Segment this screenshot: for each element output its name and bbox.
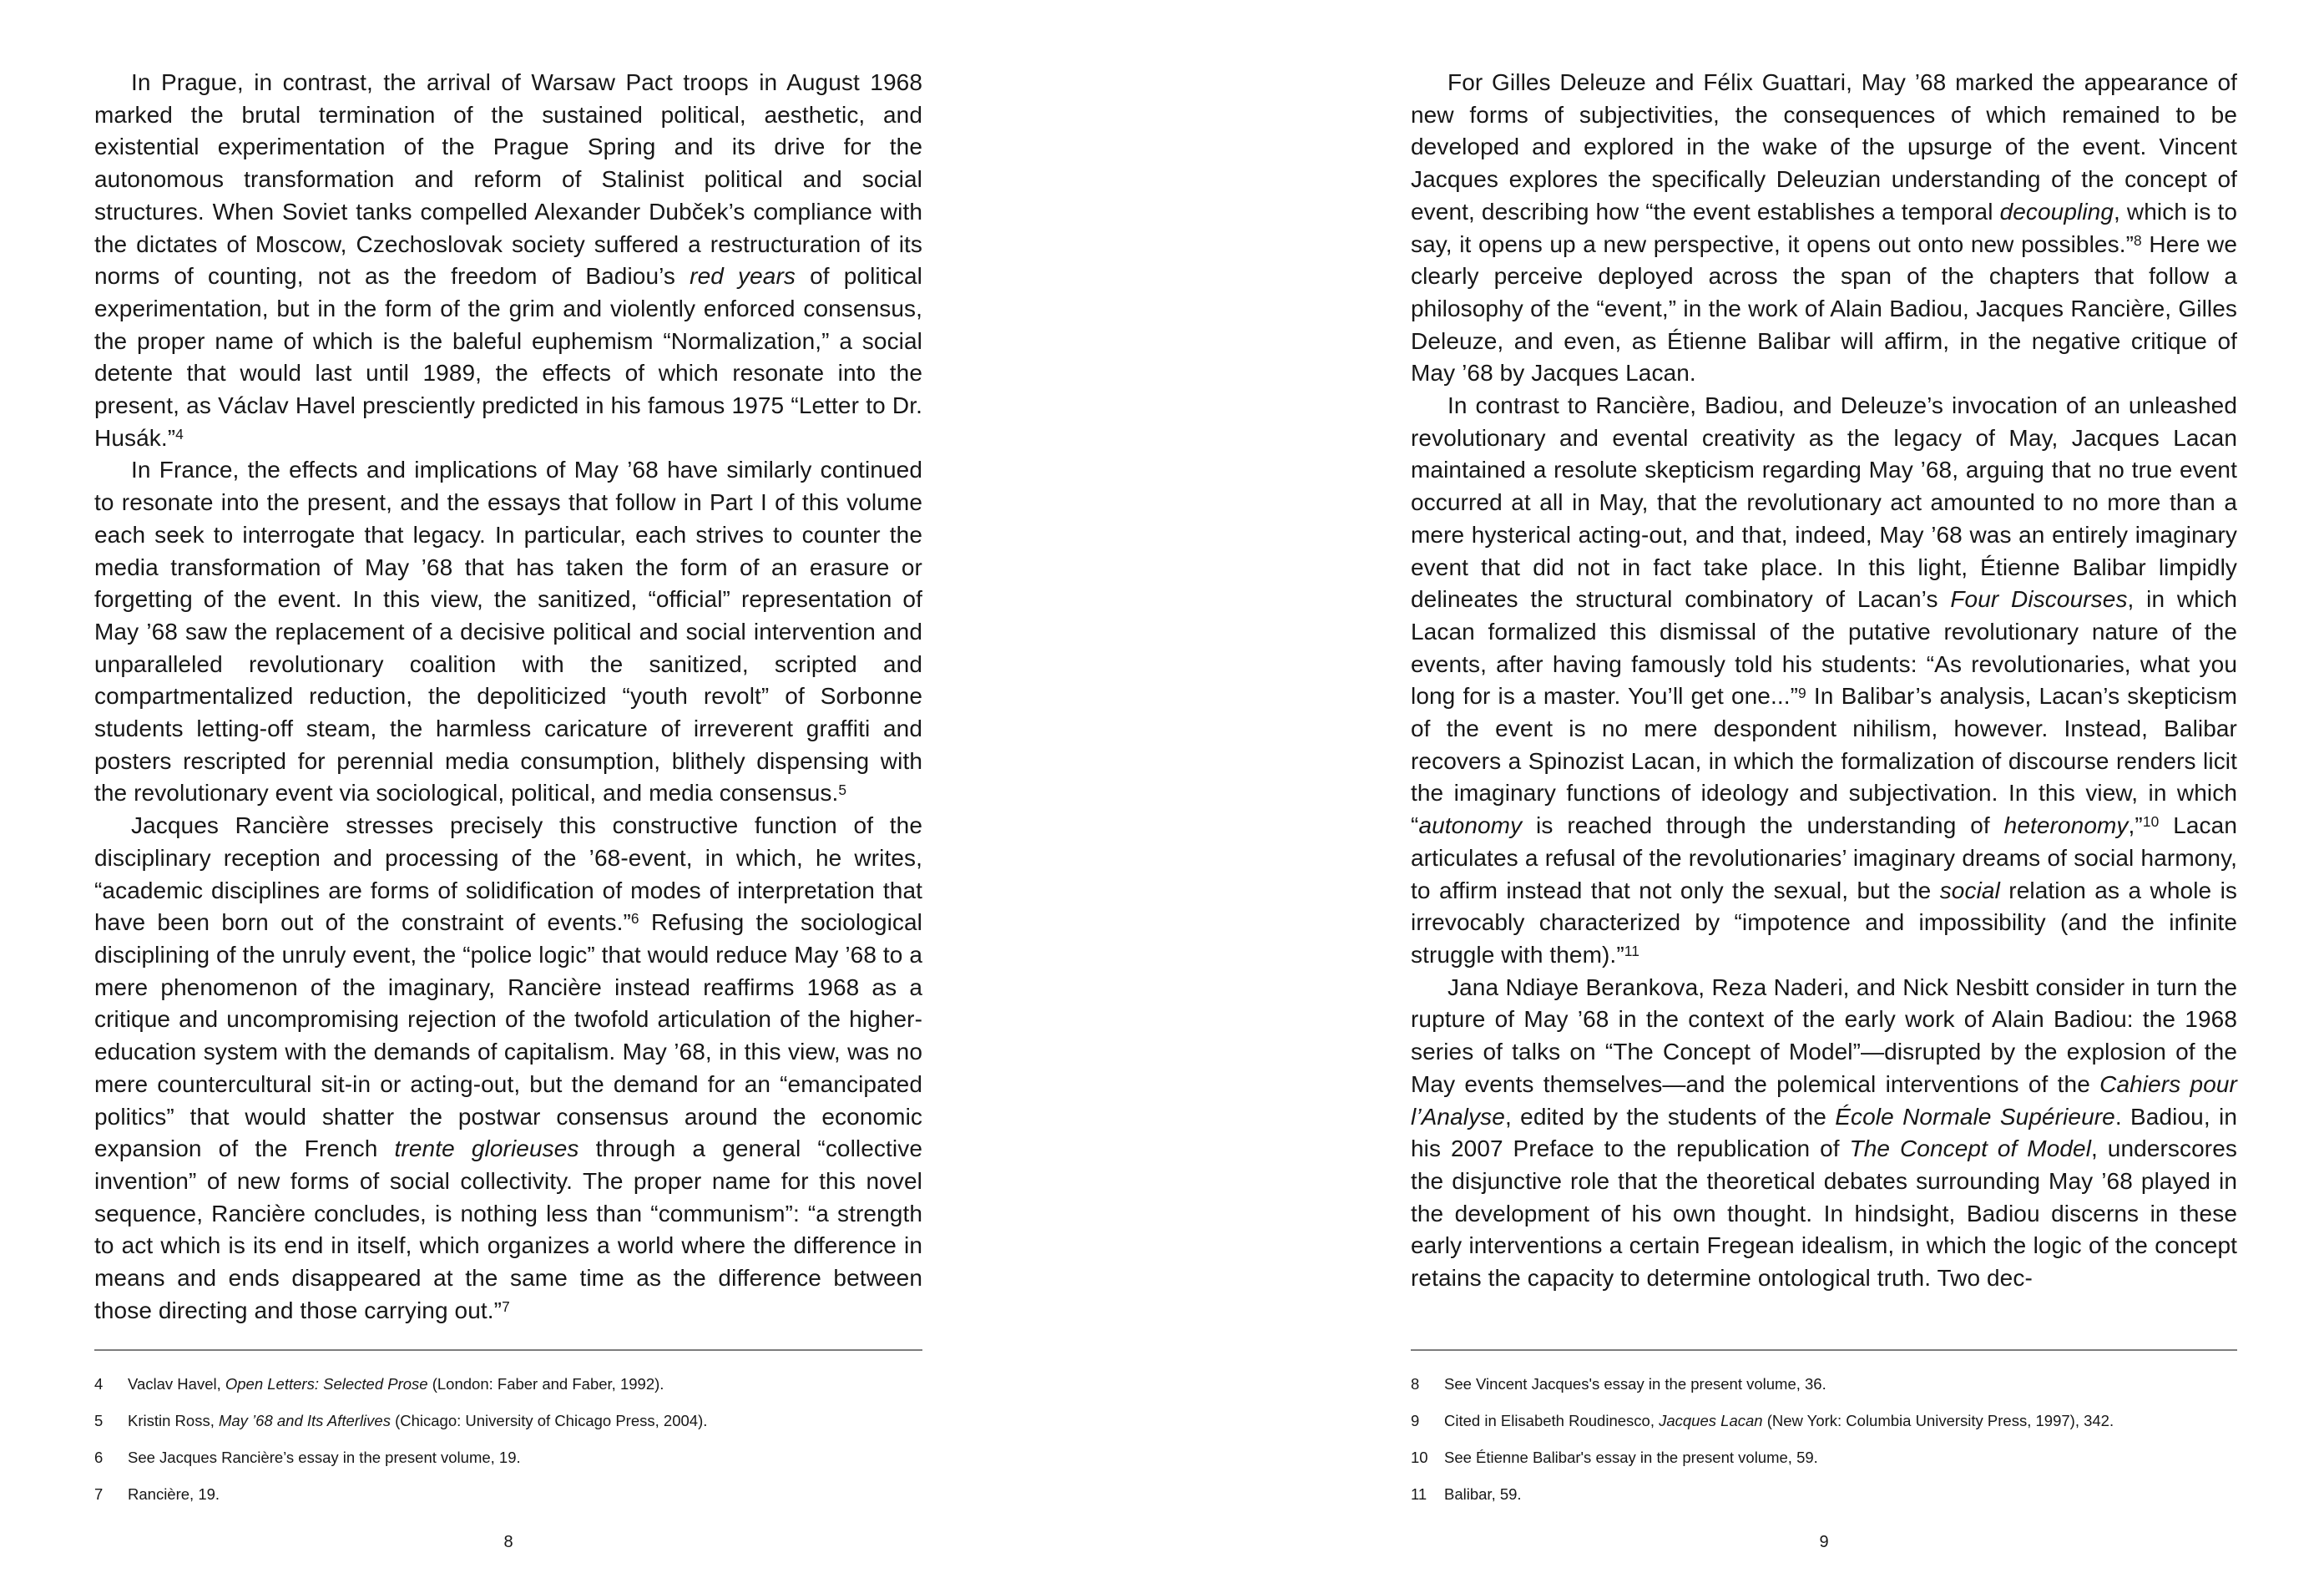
paragraph: In France, the effects and implications of May ’68 have similarly continued to resonate into the present, and the essays that follow in Part I of this volume each seek to interrogate that legacy. In particular, each strives to counter the media transformation of May ’68 that has taken the form of an erasure or forgetting of the event. In this view, the sanitized, “official” representation of May ’68 saw the replacement of a decisive political and social intervention and unparalleled revolutionary coalition with the sanitized, scripted and compartmentalized reduction, the depoliticized “youth revolt” of Sorbonne students letting-off steam, the harmless caricature of irreverent graffiti and posters rescripted for perennial media consumption, blithely dispensing with the revolutionary event via sociological, political, and media consensus.$^5$	[94, 457, 922, 807]
page-number-left: 8	[503, 1533, 513, 1551]
footnote-text: Balibar, 59.	[1444, 1485, 1522, 1503]
paragraph: In contrast to Rancière, Badiou, and Deleuze’s invocation of an unleashed revolutionary and evental creativity as the legacy of May, Jacques Lacan maintained a resolute skepticism regarding May ’68, arguing that no true event occurred at all in May, that the revolutionary act amounted to no more than a mere hysterical acting-out, and that, indeed, May ’68 was an entirely imaginary event that did not in fact take place. In this light, Étienne Balibar limpidly delineates the structural combinatory of Lacan’s Four Discourses, in which Lacan formalized this dismissal of the putative revolutionary nature of the events, after having famously told his students: “As revolutionaries, what you long for is a master. You’ll get one...”$^9$ In Balibar’s analysis, Lacan’s skepticism of the event is no mere despondent nihilism, however. Instead, Balibar recovers a Spinozist Lacan, in which the formalization of discourse renders licit the imaginary functions of ideology and subjectivation. In this view, in which “autonomy is reached through the understanding of heteronomy,”$^{10}$ Lacan articulates a refusal of the revolutionaries’ imaginary dreams of social harmony, to affirm instead that not only the sexual, but the social relation as a whole is irrevocably characterized by “impotence and impossibility (and the infinite struggle with them).”$^{11}$	[1411, 392, 2237, 968]
footnote	[1411, 1374, 2237, 1393]
footnote-section	[1411, 1349, 2237, 1521]
footnote-number: 7	[94, 1485, 104, 1503]
footnote-rule	[94, 1349, 922, 1351]
footnote	[94, 1484, 922, 1504]
footnote	[1411, 1448, 2237, 1467]
paragraph: For Gilles Deleuze and Félix Guattari, May ’68 marked the appearance of new forms of subjectivities, the consequences of which remained to be developed and explored in the wake of the upsurge of the event. Vincent Jacques explores the specifically Deleuzian understanding of the concept of event, describing how “the event establishes a temporal decoupling, which is to say, it opens up a new perspective, it opens out onto new possibles.”$^8$ Here we clearly perceive deployed across the span of the chapters that follow a philosophy of the “event,” in the work of Alain Badiou, Jacques Rancière, Gilles Deleuze, and even, as Étienne Balibar will affirm, in the negative critique of May ’68 by Jacques Lacan.	[1411, 69, 2238, 387]
footnote	[94, 1448, 922, 1467]
footnote-number: 11	[1411, 1485, 1427, 1503]
footnote	[94, 1411, 922, 1430]
footnote	[94, 1374, 922, 1393]
footnote-section	[94, 1349, 922, 1521]
footnote-text: Vaclav Havel, Open Letters: Selected Prose (London: Faber and Faber, 1992).	[128, 1375, 664, 1393]
footnote-number: 5	[94, 1412, 104, 1429]
footnote-text: See Étienne Balibar's essay in the present volume, 59.	[1444, 1449, 1818, 1466]
footnote-number: 9	[1411, 1412, 1420, 1429]
footnote-number: 8	[1411, 1375, 1420, 1393]
paragraph: Jacques Rancière stresses precisely this constructive function of the disciplinary reception and processing of the ’68-event, in which, he writes, “academic disciplines are forms of solidification of modes of interpretation that have been born out of the constraint of events.”$^6$ Refusing the sociological disciplining of the unruly event, the “police logic” that would reduce May ’68 to a mere phenomenon of the imaginary, Rancière instead reaffirms 1968 as a critique and uncompromising rejection of the twofold articulation of the higher-education system with the demands of capitalism. May ’68, in this view, was no mere countercultural sit-in or acting-out, but the demand for an “emancipated politics” that would shatter the postwar consensus around the economic expansion of the French trente glorieuses through a general “collective invention” of new forms of social collectivity. The proper name for this novel sequence, Rancière concludes, is nothing less than “communism”: “a strength to act which is its end in itself, which organizes a world where the difference in means and ends disappeared at the same time as the difference between those directing and those carrying out.”$^7$	[94, 812, 922, 1323]
paragraph: In Prague, in contrast, the arrival of Warsaw Pact troops in August 1968 marked the brutal termination of the sustained political, aesthetic, and existential experimentation of the Prague Spring and its drive for the autonomous transformation and reform of Stalinist political and social structures. When Soviet tanks compelled Alexander Dubček’s compliance with the dictates of Moscow, Czechoslovak society suffered a restructuration of its norms of counting, not as the freedom of Badiou’s red years of political experimentation, but in the form of the grim and violently enforced consensus, the proper name of which is the baleful euphemism “Normalization,” a social detente that would last until 1989, the effects of which resonate into the present, as Václav Havel presciently predicted in his famous 1975 “Letter to Dr. Husák.”$^4$	[94, 69, 923, 451]
paragraph: Jana Ndiaye Berankova, Reza Naderi, and Nick Nesbitt consider in turn the rupture of May ’68 in the context of the early work of Alain Badiou: the 1968 series of talks on “The Concept of Model”—disrupted by the explosion of the May events themselves—and the polemical interventions of the Cahiers pour l’Analyse, edited by the students of the École Normale Supérieure. Badiou, in his 2007 Preface to the republication of The Concept of Model, underscores the disjunctive role that the theoretical debates surrounding May ’68 played in the development of his own thought. In hindsight, Badiou discerns in these early interventions a certain Fregean idealism, in which the logic of the concept retains the capacity to determine ontological truth. Two dec-	[1411, 974, 2237, 1292]
footnote-number: 6	[94, 1449, 104, 1466]
page-body	[1411, 67, 2237, 1295]
footnote-text: See Jacques Rancière’s essay in the present volume, 19.	[128, 1449, 521, 1466]
page-body	[94, 67, 922, 1327]
footnote-number: 10	[1411, 1449, 1428, 1466]
footnote-number: 4	[94, 1375, 104, 1393]
page-number-right: 9	[1819, 1533, 1829, 1551]
page-left	[94, 0, 922, 1583]
footnote-list	[1411, 1374, 2237, 1504]
page-right	[1411, 0, 2237, 1583]
footnote-list	[94, 1374, 922, 1504]
footnote-text: See Vincent Jacques's essay in the present volume, 36.	[1444, 1375, 1826, 1393]
footnote	[1411, 1484, 2237, 1504]
footnote-text: Cited in Elisabeth Roudinesco, Jacques Lacan (New York: Columbia University Press, 1997), 342.	[1444, 1412, 2114, 1429]
footnote	[1411, 1411, 2237, 1430]
footnote-text: Rancière, 19.	[128, 1485, 220, 1503]
footnote-text: Kristin Ross, May ’68 and Its Afterlives (Chicago: University of Chicago Press, 2004).	[128, 1412, 708, 1429]
footnote-rule	[1411, 1349, 2237, 1351]
